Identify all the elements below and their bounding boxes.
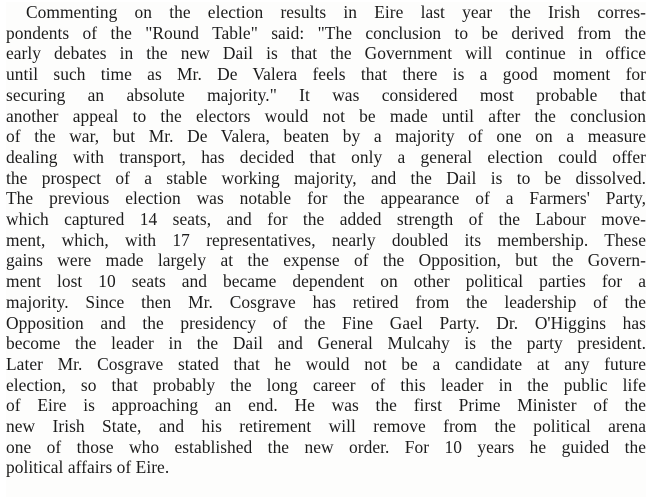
article-line: until such time as Mr. De Valera feels that there is a good moment for [6, 64, 646, 85]
article-line: The previous election was notable for the appearance of a Farmers' Party, [6, 188, 646, 209]
article-line: the prospect of a stable working majority, and the Dail is to be dissolved. [6, 167, 646, 188]
article-line: Opposition and the presidency of the Fine Gael Party. Dr. O'Higgins has [6, 312, 646, 333]
article-paragraph [6, 2, 646, 478]
article-line: dealing with transport, has decided that only a general election could offer [6, 146, 646, 167]
article-line: ment lost 10 seats and became dependent on other political parties for a [6, 271, 646, 292]
article-line: another appeal to the electors would not be made until after the conclusion [6, 105, 646, 126]
article-line: one of those who established the new order. For 10 years he guided the [6, 436, 646, 457]
article-line: Later Mr. Cosgrave stated that he would not be a candidate at any future [6, 353, 646, 374]
article-line: pondents of the "Round Table" said: "The conclusion to be derived from the [6, 22, 646, 43]
article-line: political affairs of Eire. [6, 457, 170, 478]
article-line: which captured 14 seats, and for the added strength of the Labour move- [6, 209, 646, 230]
article-line: Commenting on the election results in Eire last year the Irish corres- [26, 2, 646, 22]
article-line: of Eire is approaching an end. He was the first Prime Minister of the [6, 395, 646, 416]
article-line: gains were made largely at the expense of the Opposition, but the Govern- [6, 250, 646, 271]
article-line: early debates in the new Dail is that the Government will continue in office [6, 43, 646, 64]
newspaper-clipping [6, 2, 646, 497]
article-line: majority. Since then Mr. Cosgrave has retired from the leadership of the [6, 291, 646, 312]
article-line: new Irish State, and his retirement will remove from the political arena [6, 416, 646, 437]
article-line: become the leader in the Dail and General Mulcahy is the party president. [6, 333, 646, 354]
article-line: of the war, but Mr. De Valera, beaten by a majority of one on a measure [6, 126, 646, 147]
article-line: election, so that probably the long career of this leader in the public life [6, 374, 646, 395]
article-line: securing an absolute majority." It was considered most probable that [6, 84, 646, 105]
article-line: ment, which, with 17 representatives, nearly doubled its membership. These [6, 229, 646, 250]
